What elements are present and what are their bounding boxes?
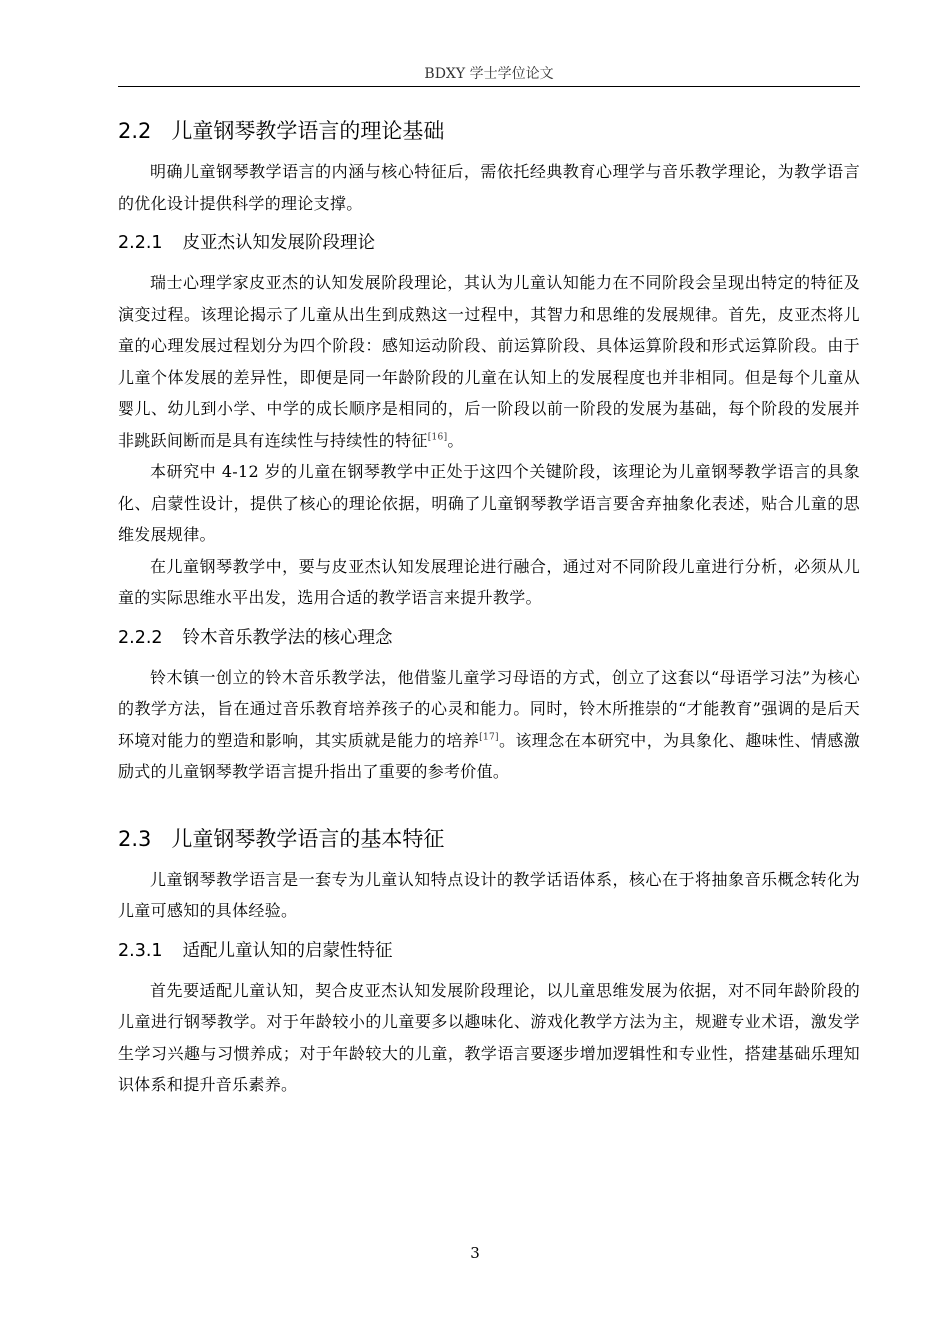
section-title: 儿童钢琴教学语言的基本特征 — [171, 826, 445, 851]
subsection-title: 铃木音乐教学法的核心理念 — [182, 627, 393, 648]
paragraph-text-end: 。该理念在本研究中，为具象化、趣味性、情感激励式的儿童钢琴教学语言提升指出了重要的参考价值。 — [118, 730, 860, 781]
subsection-title: 适配儿童认知的启蒙性特征 — [182, 940, 393, 961]
paragraph-text: 铃木镇一创立的铃木音乐教学法，他借鉴儿童学习母语的方式，创立了这套以“母语学习法”为核心的教学方法，旨在通过音乐教育培养孩子的心灵和能力。同时，铃木所推崇的“才能教育”强调的是后天环境对能力的塑造和影响，其实质就是能力的培养 — [118, 667, 860, 750]
header-rule — [118, 86, 860, 87]
section-number: 2.2 — [118, 119, 152, 143]
paragraph — [118, 267, 860, 456]
paragraph-text: 瑞士心理学家皮亚杰的认知发展阶段理论，其认为儿童认知能力在不同阶段会呈现出特定的特征及演变过程。该理论揭示了儿童从出生到成熟这一过程中，其智力和思维的发展规律。首先，皮亚杰将儿童的心理发展过程划分为四个阶段：感知运动阶段、前运算阶段、具体运算阶段和形式运算阶段。由于儿童个体发展的差异性，即便是同一年龄阶段的儿童在认知上的发展程度也并非相同。但是每个儿童从婴儿、幼儿到小学、中学的成长顺序是相同的，后一阶段以前一阶段的发展为基础，每个阶段的发展并非跳跃间断而是具有连续性与持续性的特征 — [118, 273, 860, 450]
subsection-heading-2-2-1 — [118, 229, 860, 257]
paragraph: 在儿童钢琴教学中，要与皮亚杰认知发展理论进行融合，通过对不同阶段儿童进行分析，必须从儿童的实际思维水平出发，选用合适的教学语言来提升教学。 — [118, 556, 860, 607]
page-body — [118, 106, 860, 1101]
citation-ref: [17] — [479, 732, 499, 743]
subsection-number: 2.2.2 — [118, 627, 163, 648]
subsection-heading-2-2-2 — [118, 624, 860, 652]
subsection-heading-2-3-1 — [118, 937, 860, 965]
paragraph: 儿童钢琴教学语言是一套专为儿童认知特点设计的教学话语体系，核心在于将抽象音乐概念转化为儿童可感知的具体经验。 — [118, 869, 860, 920]
subsection-number: 2.2.1 — [118, 233, 163, 253]
paragraph — [118, 662, 860, 788]
section-heading-2-3 — [118, 824, 860, 854]
subsection-number: 2.3.1 — [118, 940, 163, 961]
paragraph: 首先要适配儿童认知，契合皮亚杰认知发展阶段理论，以儿童思维发展为依据，对不同年龄阶段的儿童进行钢琴教学。对于年龄较小的儿童要多以趣味化、游戏化教学方法为主，规避专业术语，激发学生学习兴趣与习惯养成；对于年龄较大的儿童，教学语言要逐步增加逻辑性和专业性，搭建基础乐理知识体系和提升音乐素养。 — [118, 980, 860, 1094]
section-gap — [118, 788, 860, 814]
section-heading-2-2 — [118, 116, 860, 146]
page-number: 3 — [470, 1244, 480, 1262]
paragraph: 明确儿童钢琴教学语言的内涵与核心特征后，需依托经典教育心理学与音乐教学理论，为教学语言的优化设计提供科学的理论支撑。 — [118, 162, 860, 213]
paragraph: 本研究中 4-12 岁的儿童在钢琴教学中正处于这四个关键阶段，该理论为儿童钢琴教学语言的具象化、启蒙性设计，提供了核心的理论依据，明确了儿童钢琴教学语言要舍弃抽象化表述，贴合儿童的思维发展规律。 — [118, 462, 860, 544]
running-header: BDXY 学士学位论文 — [424, 66, 554, 82]
subsection-title: 皮亚杰认知发展阶段理论 — [182, 233, 376, 253]
citation-ref: [16] — [427, 432, 448, 443]
paragraph-text-end: 。 — [447, 430, 464, 450]
section-title: 儿童钢琴教学语言的理论基础 — [171, 119, 445, 143]
section-number: 2.3 — [118, 826, 152, 851]
